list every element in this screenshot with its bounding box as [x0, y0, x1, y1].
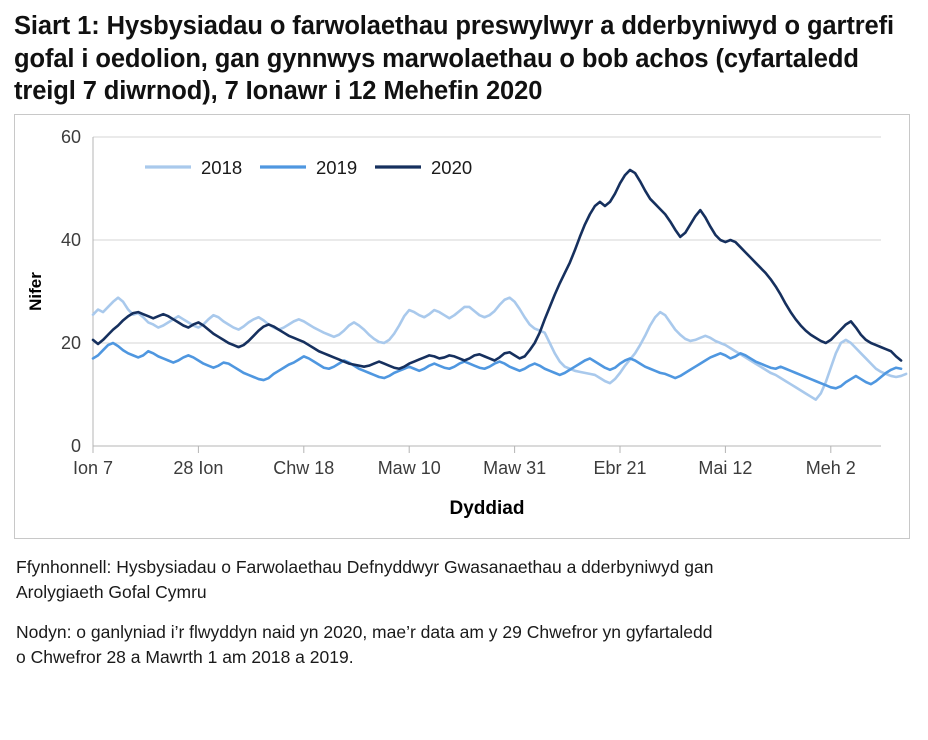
leap-year-note-line-1: Nodyn: o ganlyniad i’r flwyddyn naid yn 2020, mae’r data am y 29 Chwefror yn gyfartaledd	[16, 621, 713, 642]
chart-card	[14, 114, 910, 539]
source-note-line-2: Arolygiaeth Gofal Cymru	[16, 582, 207, 603]
x-axis-tick-label: Ion 7	[72, 457, 114, 478]
x-axis-tick-label: Meh 2	[805, 457, 856, 478]
legend-label-2018: 2018	[201, 156, 243, 178]
source-note	[16, 555, 912, 606]
y-axis-tick-label: 20	[60, 332, 81, 353]
y-axis-title: Nifer	[26, 272, 45, 311]
series-line-2019	[93, 343, 901, 388]
series-line-2018	[93, 298, 906, 400]
leap-year-note-line-2: o Chwefror 28 a Mawrth 1 am 2018 a 2019.	[16, 647, 354, 667]
x-axis-tick-label: Ebr 21	[593, 457, 647, 478]
series-line-2020	[93, 170, 901, 369]
leap-year-note	[16, 620, 912, 671]
legend-label-2020: 2020	[431, 156, 473, 178]
x-axis-tick-label: Maw 31	[483, 457, 547, 478]
legend-label-2019: 2019	[316, 156, 358, 178]
x-axis-title: Dyddiad	[449, 497, 525, 519]
y-axis-tick-label: 60	[60, 126, 81, 147]
page-title: Siart 1: Hysbysiadau o farwolaethau preswylwyr a dderbyniwyd o gartrefi gofal i oedolion, gan gynnwys marwolaethau o bob achos (cyfartaledd treigl 7 diwrnod), 7 Ionawr i 12 Mehefin 2020	[14, 12, 894, 106]
x-axis-tick-label: Maw 10	[377, 457, 441, 478]
x-axis-tick-label: 28 Ion	[173, 457, 224, 478]
chart-plot-area	[15, 115, 909, 538]
x-axis-tick-label: Chw 18	[273, 457, 335, 478]
y-axis-tick-label: 0	[70, 435, 81, 456]
source-note-line-1: Ffynhonnell: Hysbysiadau o Farwolaethau Defnyddwyr Gwasanaethau a dderbyniwyd gan	[16, 556, 714, 577]
line-chart	[15, 115, 909, 538]
y-axis-tick-label: 40	[60, 229, 81, 250]
x-axis-tick-label: Mai 12	[698, 457, 753, 478]
footnotes	[16, 555, 912, 671]
